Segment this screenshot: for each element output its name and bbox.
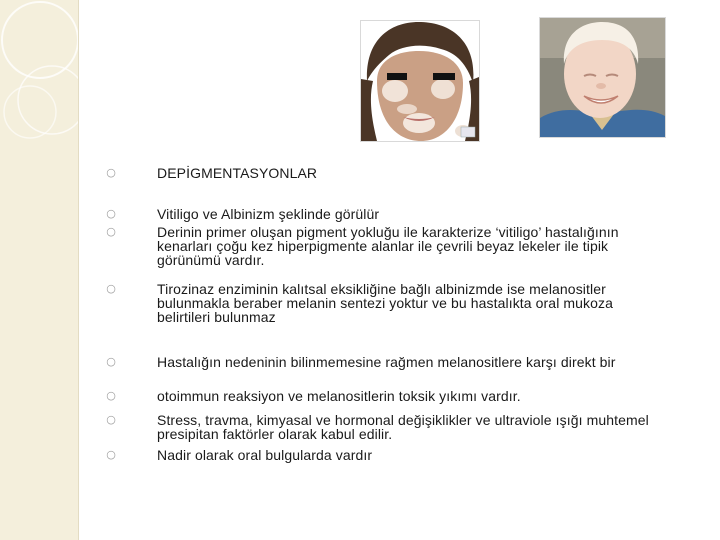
list-item: Tirozinaz enziminin kalıtsal eksikliğine bağlı albinizmde ise melanositler bulunmakla beraber melanin sentezi yoktur ve bu hastalıkta oral mukoza belirtileri bulunmaz xyxy=(157,281,614,325)
side-decoration-panel xyxy=(0,0,79,540)
albinism-photo xyxy=(539,17,666,138)
list-item: Nadir olarak oral bulgularda vardır xyxy=(157,447,373,463)
list-item: Vitiligo ve Albinizm şeklinde görülür xyxy=(157,206,380,222)
bullet-icon: ○ xyxy=(106,166,116,179)
bullet-icon: ○ xyxy=(106,413,116,426)
decorative-circles-icon xyxy=(0,0,78,540)
vitiligo-photo xyxy=(360,20,480,142)
bullet-icon: ○ xyxy=(106,225,116,238)
list-item: Hastalığın nedeninin bilinmemesine rağmen melanositlere karşı direkt bir xyxy=(157,354,616,370)
heading-depigmentasyonlar: DEPİGMENTASYONLAR xyxy=(157,165,318,181)
bullet-icon: ○ xyxy=(106,389,116,402)
list-item: otoimmun reaksiyon ve melanositlerin toksik yıkımı vardır. xyxy=(157,388,521,404)
bullet-icon: ○ xyxy=(106,448,116,461)
list-item: Derinin primer oluşan pigment yokluğu ile karakterize ‘vitiligo’ hastalığının kenarları çoğu kez hiperpigmente alanlar ile çevrili beyaz lekeler ile tipik görünümü vardır. xyxy=(157,224,619,268)
bullet-icon: ○ xyxy=(106,355,116,368)
list-item: Stress, travma, kimyasal ve hormonal değişiklikler ve ultraviole ışığı muhtemel presipitan faktörler olarak kabul edilir. xyxy=(157,412,649,442)
bullet-icon: ○ xyxy=(106,207,116,220)
bullet-icon: ○ xyxy=(106,282,116,295)
